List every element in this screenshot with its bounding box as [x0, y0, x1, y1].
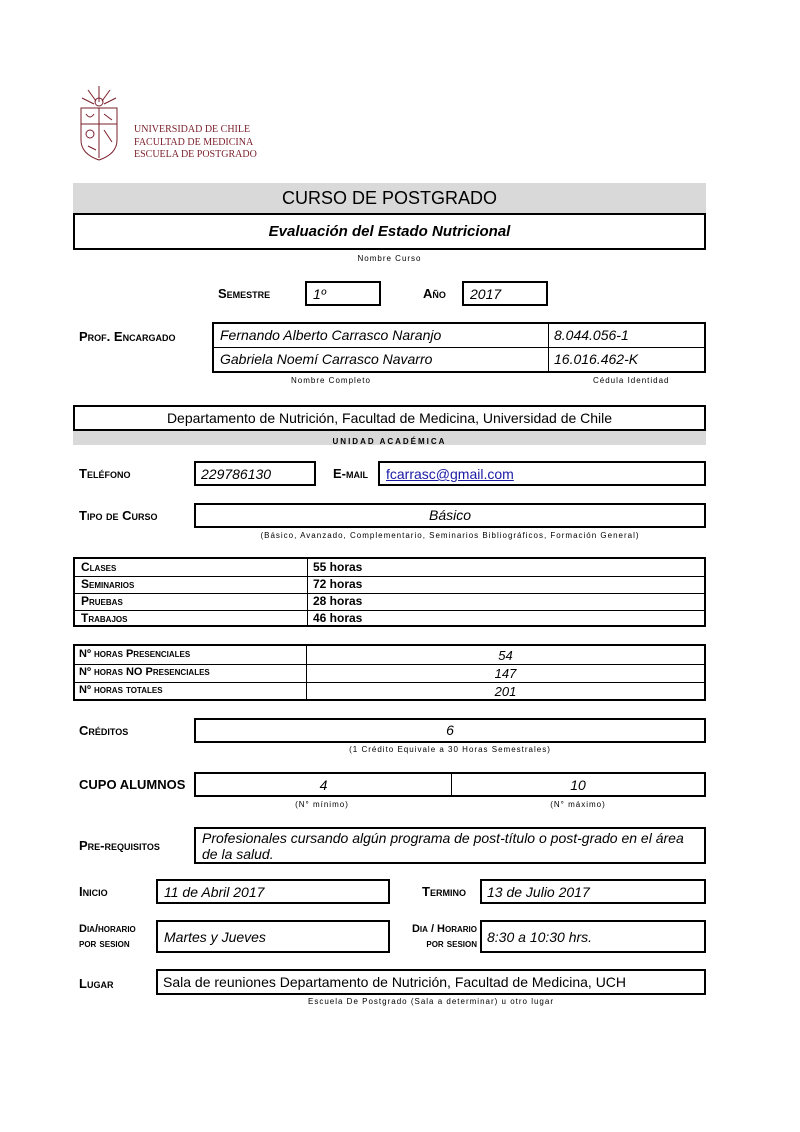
hour-totals-row-divider-1	[75, 664, 704, 665]
professors-row-divider	[214, 347, 704, 348]
schedule-days-label-2: por sesion	[79, 938, 130, 950]
quota-max-caption: (N° máximo)	[550, 800, 606, 809]
phone-field	[194, 461, 316, 486]
credits-caption: (1 Crédito Equivale a 30 Horas Semestrales)	[349, 745, 551, 754]
professors-table	[212, 322, 706, 373]
professor-name-1: Fernando Alberto Carrasco Naranjo	[220, 327, 442, 343]
university-seal-icon	[76, 84, 122, 162]
schedule-hours-field	[480, 920, 706, 953]
academic-unit-box	[73, 405, 706, 431]
semester-value: 1º	[313, 286, 326, 302]
hours-label-trabajos: Trabajos	[81, 611, 128, 625]
credits-field	[194, 718, 706, 743]
hours-presenciales-value: 54	[498, 648, 513, 663]
email-label	[333, 466, 368, 481]
hours-presenciales-label: Nº horas Presenciales	[79, 648, 191, 660]
phone-label-text: Teléfono	[79, 466, 131, 481]
hours-totales-value: 201	[494, 684, 517, 699]
quota-max-value: 10	[570, 777, 586, 793]
course-name-box	[73, 213, 706, 250]
end-label	[422, 884, 466, 899]
professor-name-2: Gabriela Noemí Carrasco Navarro	[220, 351, 433, 367]
start-label-text: Inicio	[79, 884, 108, 899]
school-name: ESCUELA DE POSTGRADO	[134, 149, 257, 160]
hours-no-presenciales-label: Nº horas NO Presenciales	[79, 666, 210, 678]
hours-label-clases: Clases	[81, 560, 117, 574]
hours-table	[73, 557, 706, 627]
academic-unit-value: Departamento de Nutrición, Facultad de Medicina, Universidad de Chile	[166, 410, 613, 426]
end-field	[480, 879, 706, 904]
professor-id-1: 8.044.056-1	[554, 327, 629, 343]
quota-min-value: 4	[319, 777, 328, 793]
course-type-value: Básico	[428, 507, 472, 523]
course-type-field	[194, 503, 706, 528]
schedule-hours-label	[380, 922, 477, 952]
schedule-hours-value: 8:30 a 10:30 hrs.	[487, 929, 593, 945]
semester-label	[218, 286, 270, 301]
quota-field	[194, 772, 706, 797]
start-value: 11 de Abril 2017	[164, 884, 265, 900]
professor-name-caption: Nombre Completo	[291, 376, 371, 385]
course-type-label	[79, 508, 158, 523]
email-field	[378, 461, 706, 486]
place-value: Sala de reuniones Departamento de Nutrición, Facultad de Medicina, UCH	[163, 974, 627, 990]
phone-label	[79, 466, 130, 481]
place-label-text: Lugar	[79, 976, 114, 991]
email-link[interactable]: fcarrasc@gmail.com	[386, 466, 514, 482]
prerequisites-label-text: Pre-requisitos	[79, 838, 160, 853]
prerequisites-value: Profesionales cursando algún programa de post-título o post-grado en el área de la salud.	[202, 830, 684, 862]
course-type-label-text: Tipo de Curso	[79, 508, 158, 523]
place-caption: Escuela De Postgrado (Sala a determinar) u otro lugar	[308, 997, 554, 1006]
semester-label-text: Semestre	[218, 286, 271, 301]
hours-totales-label: Nº horas totales	[79, 684, 163, 696]
schedule-hours-label-2: por sesion	[426, 938, 477, 950]
phone-value: 229786130	[201, 466, 272, 482]
schedule-hours-label-1: Dia / Horario	[411, 923, 477, 935]
email-label-text: E-mail	[333, 466, 368, 481]
hour-totals-table	[73, 644, 706, 701]
semester-field	[305, 281, 381, 306]
professor-id-caption: Cédula Identidad	[593, 376, 670, 385]
institution-header	[134, 124, 257, 162]
start-label	[79, 884, 108, 899]
end-value: 13 de Julio 2017	[487, 884, 590, 900]
academic-unit-caption-bar	[73, 431, 706, 445]
credits-label-text: Créditos	[79, 723, 129, 738]
end-label-text: Termino	[422, 884, 466, 899]
year-field	[462, 281, 548, 306]
year-label	[423, 286, 446, 301]
schedule-days-field	[156, 920, 390, 953]
place-field	[156, 969, 706, 995]
course-name: Evaluación del Estado Nutricional	[268, 223, 511, 240]
academic-unit-caption: UNIDAD ACADÉMICA	[332, 437, 447, 446]
schedule-days-label	[79, 922, 136, 952]
hours-value-pruebas: 28 horas	[313, 594, 363, 608]
prerequisites-label	[79, 838, 160, 853]
prerequisites-field	[194, 827, 706, 864]
schedule-days-value: Martes y Jueves	[164, 929, 266, 945]
faculty-name: FACULTAD DE MEDICINA	[134, 136, 254, 148]
hour-totals-row-divider-2	[75, 682, 704, 683]
hours-value-clases: 55 horas	[313, 560, 363, 574]
course-type-caption: (Básico, Avanzado, Complementario, Seminarios Bibliográficos, Formación General)	[260, 531, 640, 540]
hours-divider	[307, 559, 308, 625]
hours-value-trabajos: 46 horas	[313, 611, 363, 625]
schedule-days-label-1: Dia/horario	[79, 923, 136, 935]
quota-min-caption: (N° mínimo)	[295, 800, 349, 809]
hours-label-pruebas: Pruebas	[81, 594, 123, 608]
place-label	[79, 976, 113, 991]
hours-no-presenciales-value: 147	[494, 666, 517, 681]
credits-value: 6	[446, 722, 454, 738]
professor-label-text: Prof. Encargado	[79, 329, 176, 344]
course-name-caption: Nombre Curso	[357, 254, 422, 263]
start-field	[156, 879, 390, 904]
professor-id-2: 16.016.462-K	[554, 351, 639, 367]
hours-row-divider-1	[75, 576, 704, 577]
credits-label	[79, 723, 128, 738]
hours-row-divider-3	[75, 610, 704, 611]
hours-row-divider-2	[75, 593, 704, 594]
university-name: UNIVERSIDAD DE CHILE	[134, 124, 251, 135]
year-label-text: Año	[423, 286, 446, 301]
year-value: 2017	[470, 286, 502, 302]
professor-label	[79, 329, 176, 344]
quota-label: CUPO ALUMNOS	[79, 777, 186, 792]
hours-value-seminarios: 72 horas	[313, 577, 363, 591]
page-title-text: CURSO DE POSTGRADO	[281, 188, 498, 208]
hours-label-seminarios: Seminarios	[81, 577, 135, 591]
page-title	[73, 183, 706, 213]
